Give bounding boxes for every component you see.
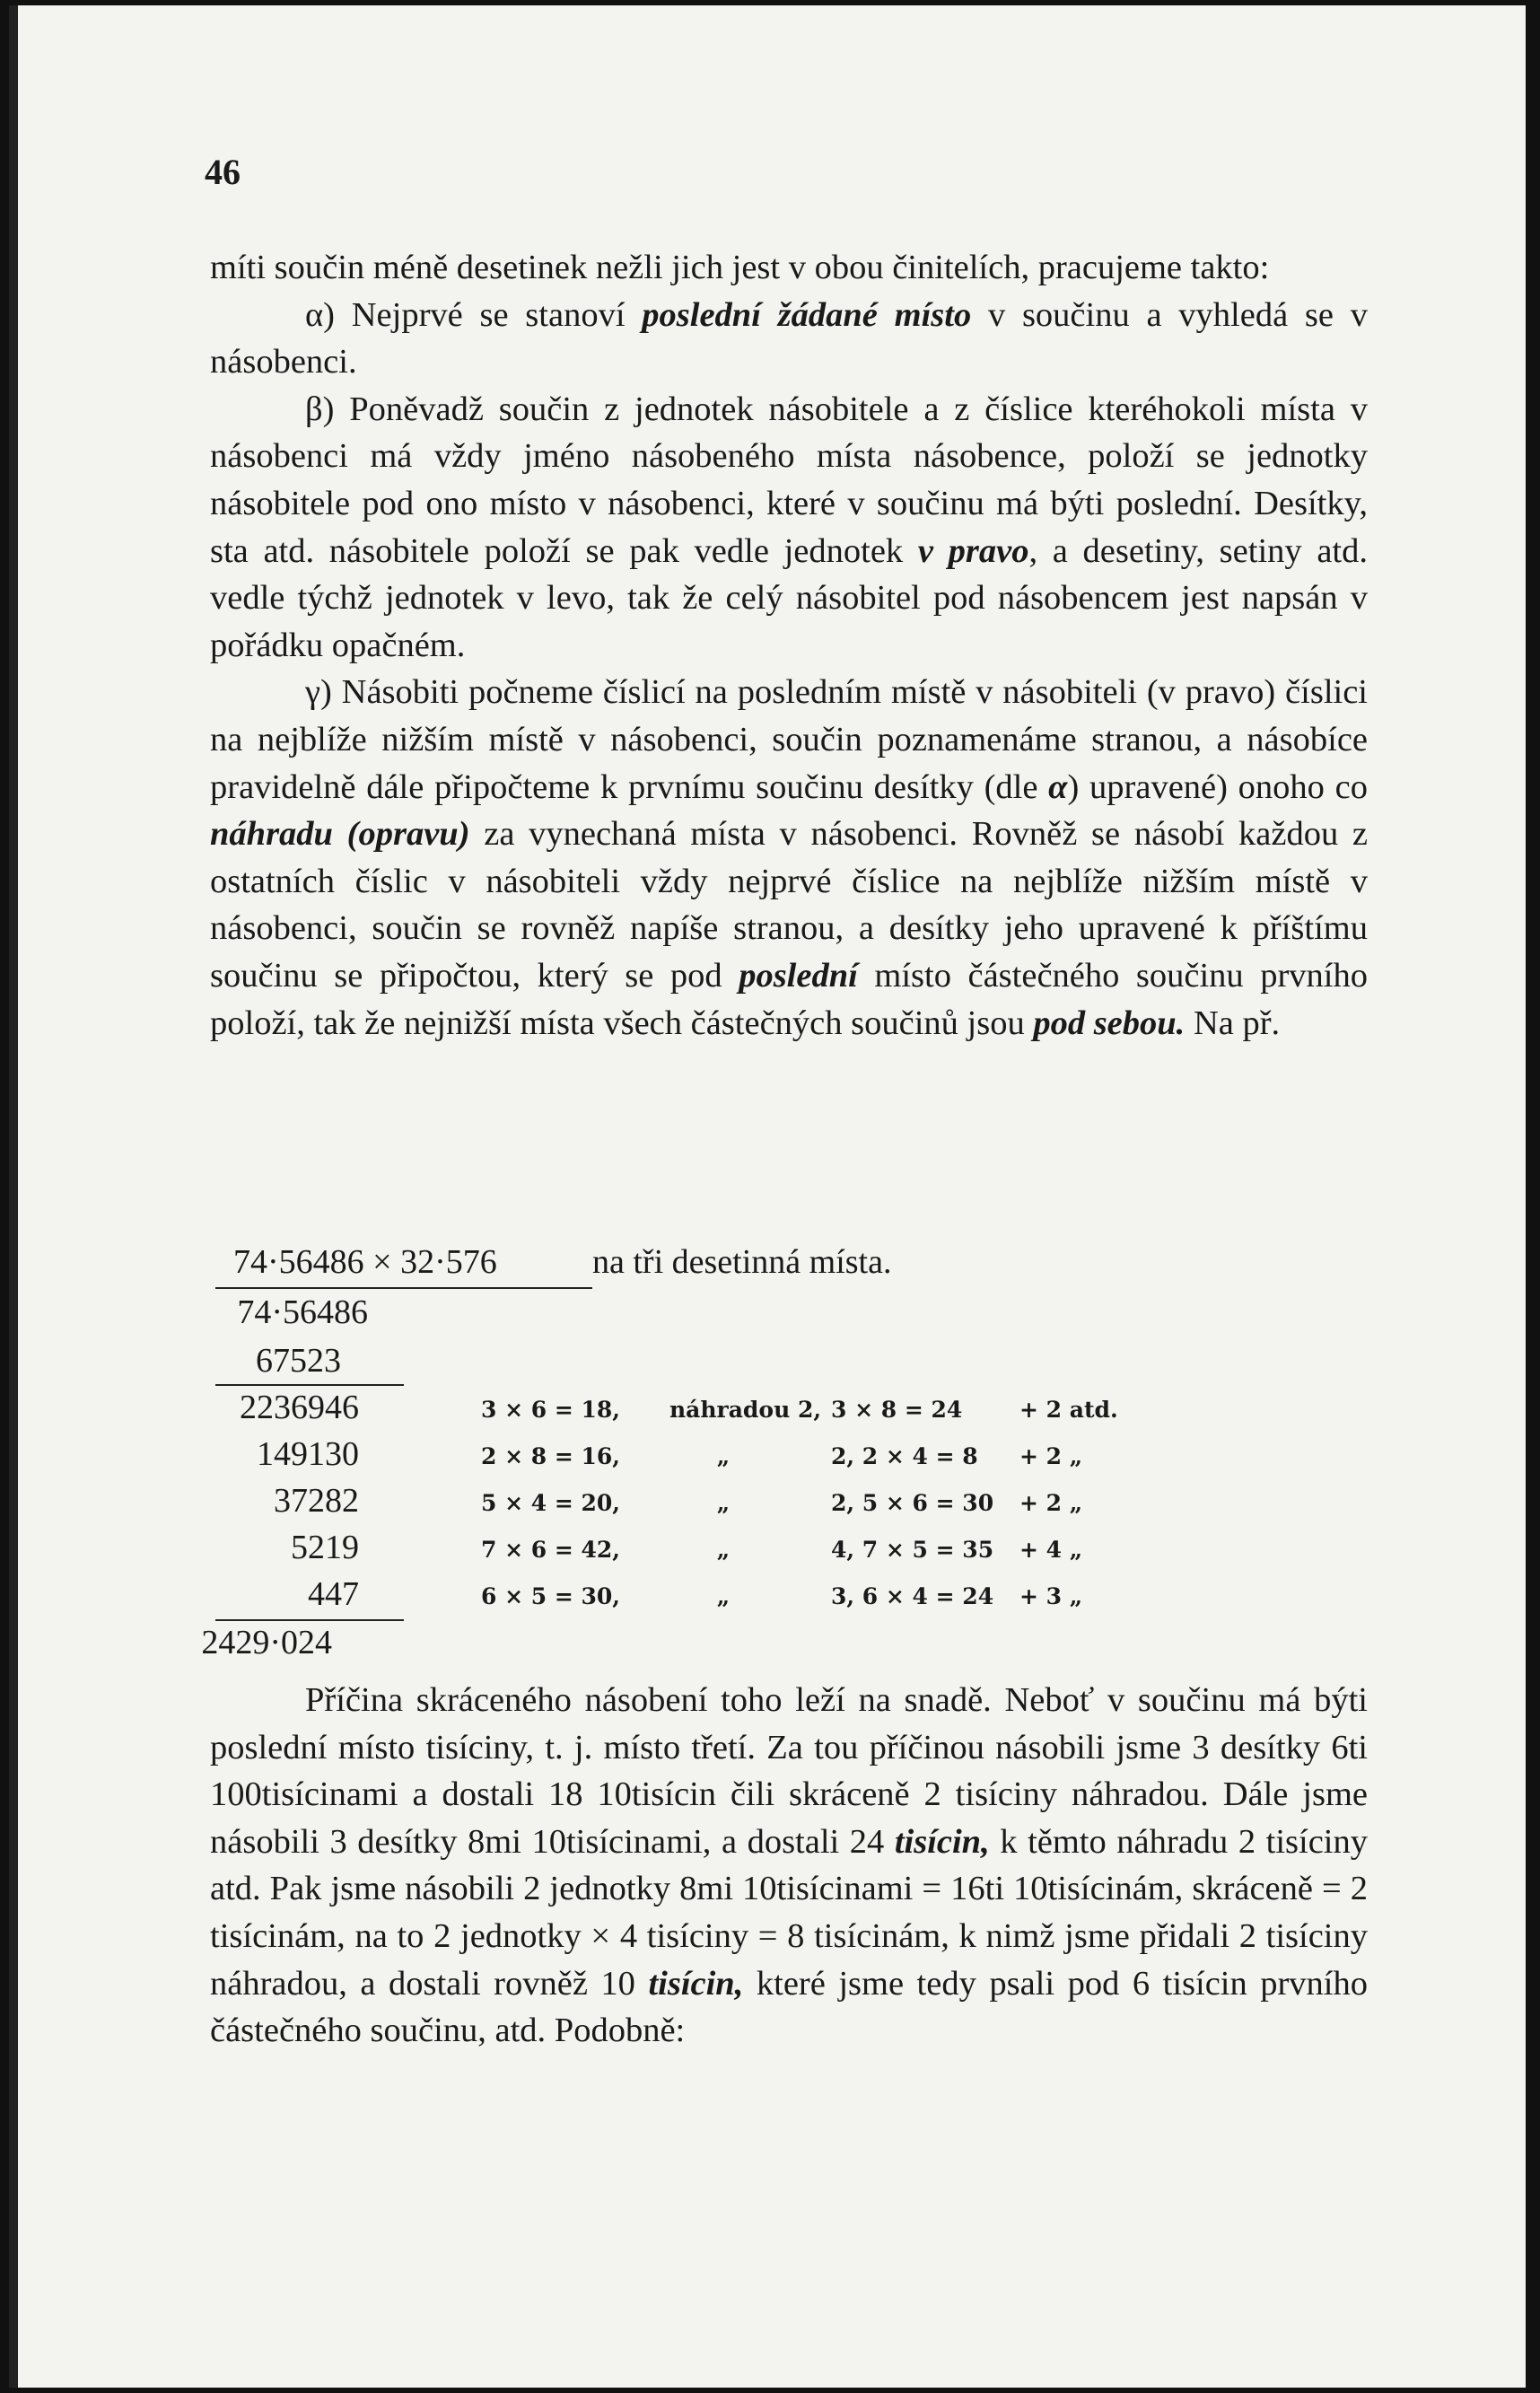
text-block-top bbox=[210, 244, 1368, 1047]
partial-product-1: 2236946 bbox=[240, 1389, 359, 1426]
calc-rule-2 bbox=[215, 1384, 404, 1386]
explanation-row: 2 × 8 = 16, „ 2, 2 × 4 = 8 + 2 „ bbox=[481, 1443, 1083, 1469]
text-block-bottom bbox=[210, 1677, 1368, 2055]
partial-product-4: 5219 bbox=[291, 1529, 359, 1566]
calc-rule-1 bbox=[215, 1287, 592, 1289]
explanation-row: 7 × 6 = 42, „ 4, 7 × 5 = 35 + 4 „ bbox=[481, 1537, 1083, 1563]
multiplication-example bbox=[201, 1242, 1292, 1673]
multiplier: 67523 bbox=[256, 1342, 341, 1380]
calc-rule-3 bbox=[215, 1619, 404, 1621]
partial-product-3: 37282 bbox=[274, 1482, 359, 1520]
calc-header-note: na tři desetinná místa. bbox=[592, 1243, 892, 1281]
page-number: 46 bbox=[205, 152, 241, 192]
multiplicand: 74·56486 bbox=[237, 1293, 368, 1331]
paragraph-1: míti součin méně desetinek nežli jich jest v obou činitelích, pracujeme takto: bbox=[210, 249, 1270, 286]
explanation-row: 3 × 6 = 18, náhradou 2, 3 × 8 = 24 + 2 atd. bbox=[481, 1397, 1118, 1423]
paragraph-gamma: γ) Násobiti počneme číslicí na posledním místě v násobiteli (v pravo) číslici na nejblíže nižším místě v násobenci, součin poznamenáme stranou, a násobíce pravidelně dále připočteme k prvnímu součinu desítky (dle α) upravené) onoho co náhradu (opravu) za vynechaná místa v násobenci. Rovněž se násobí každou z ostatních číslic v násobiteli vždy nejprvé číslice na nejblíže nižším místě v násobenci, součin se rovněž napíše stranou, a desítky jeho upravené k příštímu součinu se připočtou, který se pod poslední místo částečného součinu prvního položí, tak že nejnižší místa všech částečných součinů jsou pod sebou. Na př. bbox=[210, 673, 1369, 1042]
partial-product-5: 447 bbox=[308, 1575, 359, 1613]
paragraph-reason: Příčina skráceného násobení toho leží na snadě. Neboť v součinu má býti poslední místo tisíciny, t. j. místo třetí. Za tou příčinou násobili jsme 3 desítky 6ti 100tisícinami a dostali 18 10tisícin čili skráceně 2 tisíciny náhradou. Dále jsme násobili 3 desítky 8mi 10tisícinami, a dostali 24 tisícin, k těmto náhradu 2 tisíciny atd. Pak jsme násobili 2 jednotky 8mi 10tisícinami = 16ti 10tisícinám, skráceně = 2 tisícinám, na to 2 jednotky × 4 tisíciny = 8 tisícinám, k nimž jsme přidali 2 tisíciny náhradou, a dostali rovněž 10 tisícin, které jsme tedy psali pod 6 tisícin prvního částečného součinu, atd. Podobně: bbox=[210, 1681, 1369, 2050]
explanation-row: 6 × 5 = 30, „ 3, 6 × 4 = 24 + 3 „ bbox=[481, 1583, 1083, 1609]
result: 2429·024 bbox=[201, 1624, 332, 1661]
paragraph-alpha: α) Nejprvé se stanoví poslední žádané místo v součinu a vyhledá se v násobenci. bbox=[210, 295, 1368, 381]
calc-header: 74·56486 × 32·576 bbox=[233, 1243, 497, 1281]
partial-product-2: 149130 bbox=[257, 1435, 359, 1473]
paragraph-beta: β) Poněvadž součin z jednotek násobitele a z číslice kteréhokoli místa v násobenci má vždy jméno násobeného místa násobence, položí se jednotky násobitele pod ono místo v násobenci, které v součinu má býti poslední. Desítky, sta atd. násobitele položí se pak vedle jednotek v pravo, a desetiny, setiny atd. vedle týchž jednotek v levo, tak že celý násobitel pod násobencem jest napsán v pořádku opačném. bbox=[210, 390, 1368, 664]
explanation-row: 5 × 4 = 20, „ 2, 5 × 6 = 30 + 2 „ bbox=[481, 1490, 1083, 1516]
